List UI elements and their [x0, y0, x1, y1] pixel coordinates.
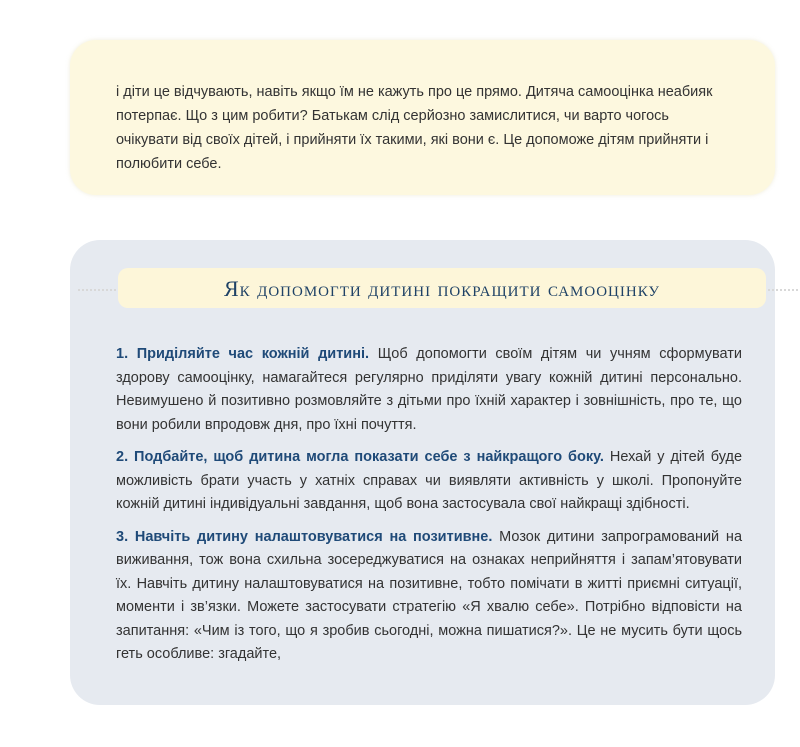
tip-2 — [116, 446, 742, 517]
title-divider-left — [78, 289, 116, 291]
tip-3-body: Мозок дитини запрограмований на виживання, тож вона схильна зосереджуватися на ознаках неприйняття і запам’ятовувати їх. Навчіть дитину налаштовуватися на позитивне, тобто помічати в житті приємні ситуації, моменти і зв’язки. Можете застосувати стратегію «Я хвалю себе». Потрібно відповісти на запитання: «Чим із того, що я зробив сьогодні, можна пишатися?». Це не мусить бути щось геть особливе: згадайте, — [116, 528, 743, 662]
tip-3-heading: 3. Навчіть дитину налаштовуватися на позитивне. — [116, 528, 493, 545]
tip-1-heading: 1. Приділяйте час кожній дитині. — [116, 346, 370, 362]
tip-1 — [116, 343, 742, 437]
tips-list — [116, 343, 742, 676]
section-title-band — [118, 268, 766, 308]
tip-2-heading: 2. Подбайте, щоб дитина могла показати себе з найкращого боку. — [116, 449, 604, 465]
section-title: Як допомогти дитині покращити самооцінку — [223, 276, 661, 301]
tip-2-body: Нехай у дітей буде можливість брати участь у хатніх справах чи виявляти активність у школі. Пропонуйте кожній дитині індивідуальні завдання, щоб вона застосувала свої найкращі здібності. — [116, 449, 743, 512]
tips-card — [70, 240, 775, 705]
intro-paragraph: і діти це відчувають, навіть якщо їм не кажуть про це прямо. Дитяча самооцінка неабияк потерпає. Що з цим робити? Батькам слід серйозно замислитися, чи варто чогось очікувати від своїх дітей, і прийняти їх такими, які вони є. Це допоможе дітям прийняти і полюбити себе. — [116, 84, 713, 172]
intro-card — [70, 40, 775, 195]
tip-1-body: Щоб допомогти своїм дітям чи учням сформувати здорову самооцінку, намагайтеся регулярно приділяти увагу кожній дитині персонально. Невимушено й позитивно розмовляйте з дітьми про їхній характер і зовнішність, про те, що вони робили впродовж дня, про їхні почуття. — [116, 346, 742, 433]
tip-3 — [116, 526, 742, 667]
title-divider-right — [768, 289, 798, 291]
